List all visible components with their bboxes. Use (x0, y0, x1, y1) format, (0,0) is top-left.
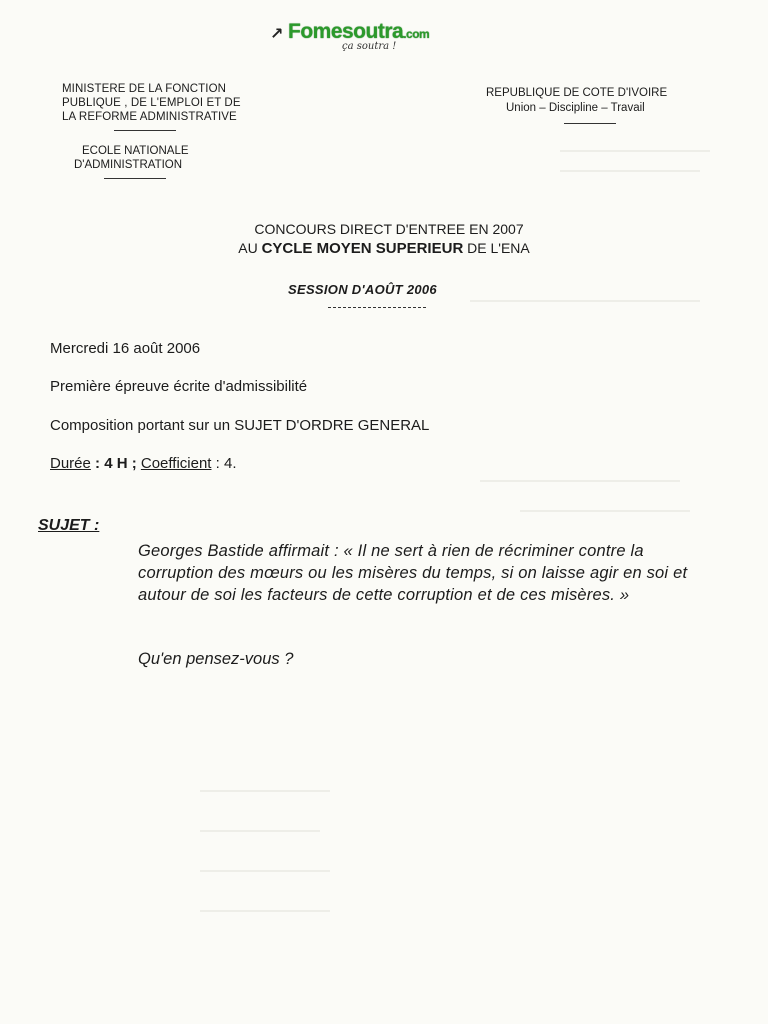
school-header (74, 144, 189, 179)
country-name: REPUBLIQUE DE COTE D'IVOIRE (486, 87, 668, 99)
show-through-mark (200, 910, 330, 912)
show-through-mark (470, 300, 700, 302)
ministry-line-3: LA REFORME ADMINISTRATIVE (62, 111, 237, 123)
session-title: SESSION D'AOÛT 2006 (288, 282, 437, 297)
ministry-header (62, 82, 282, 137)
country-motto: Union – Discipline – Travail (506, 102, 645, 114)
show-through-mark (200, 870, 330, 872)
subject-text (46, 540, 706, 606)
coefficient-value: : 4. (215, 455, 237, 472)
country-divider (564, 123, 616, 124)
duration-label: Durée (50, 455, 91, 472)
subject-question: Qu'en pensez-vous ? (138, 650, 294, 668)
exam-title (0, 220, 768, 258)
show-through-mark (480, 480, 680, 482)
fomesoutra-logo[interactable] (270, 20, 470, 60)
logo-tagline: ça soutra ! (342, 41, 397, 52)
school-divider (104, 178, 166, 179)
header-divider (114, 130, 176, 131)
ministry-line-1: MINISTERE DE LA FONCTION (62, 83, 227, 95)
show-through-mark (200, 830, 320, 832)
show-through-mark (520, 510, 690, 512)
duration-value: : 4 H ; (95, 455, 137, 472)
show-through-mark (560, 170, 700, 172)
logo-wordmark: Fomesoutra.com (288, 20, 430, 43)
exam-date: Mercredi 16 août 2006 (50, 340, 201, 357)
coefficient-label: Coefficient (140, 455, 212, 472)
exam-composition: Composition portant sur un SUJET D'ORDRE GENERAL (50, 417, 430, 434)
school-line-2: D'ADMINISTRATION (74, 159, 183, 171)
country-header (486, 86, 696, 124)
exam-epreuve: Première épreuve écrite d'admissibilité (50, 378, 308, 395)
ministry-line-2: PUBLIQUE , DE L'EMPLOI ET DE (62, 97, 241, 109)
exam-title-line-2: AU CYCLE MOYEN SUPERIEUR DE L'ENA (238, 240, 530, 257)
subject-label: SUJET : (38, 517, 100, 534)
logo-arrow-icon: ↗ (270, 24, 284, 43)
show-through-mark (560, 150, 710, 152)
subject-quote: Georges Bastide affirmait : « Il ne sert à rien de récriminer contre la corruption des mœurs ou les misères du temps, si on laisse agir en soi et autour de soi les facteurs de cette corruption et de ces misères. » (138, 542, 688, 604)
show-through-mark (200, 790, 330, 792)
exam-title-line-1: CONCOURS DIRECT D'ENTREE EN 2007 (254, 221, 524, 237)
school-line-1: ECOLE NATIONALE (82, 145, 189, 157)
exam-duration-coefficient (50, 455, 237, 472)
session-divider (328, 307, 426, 308)
